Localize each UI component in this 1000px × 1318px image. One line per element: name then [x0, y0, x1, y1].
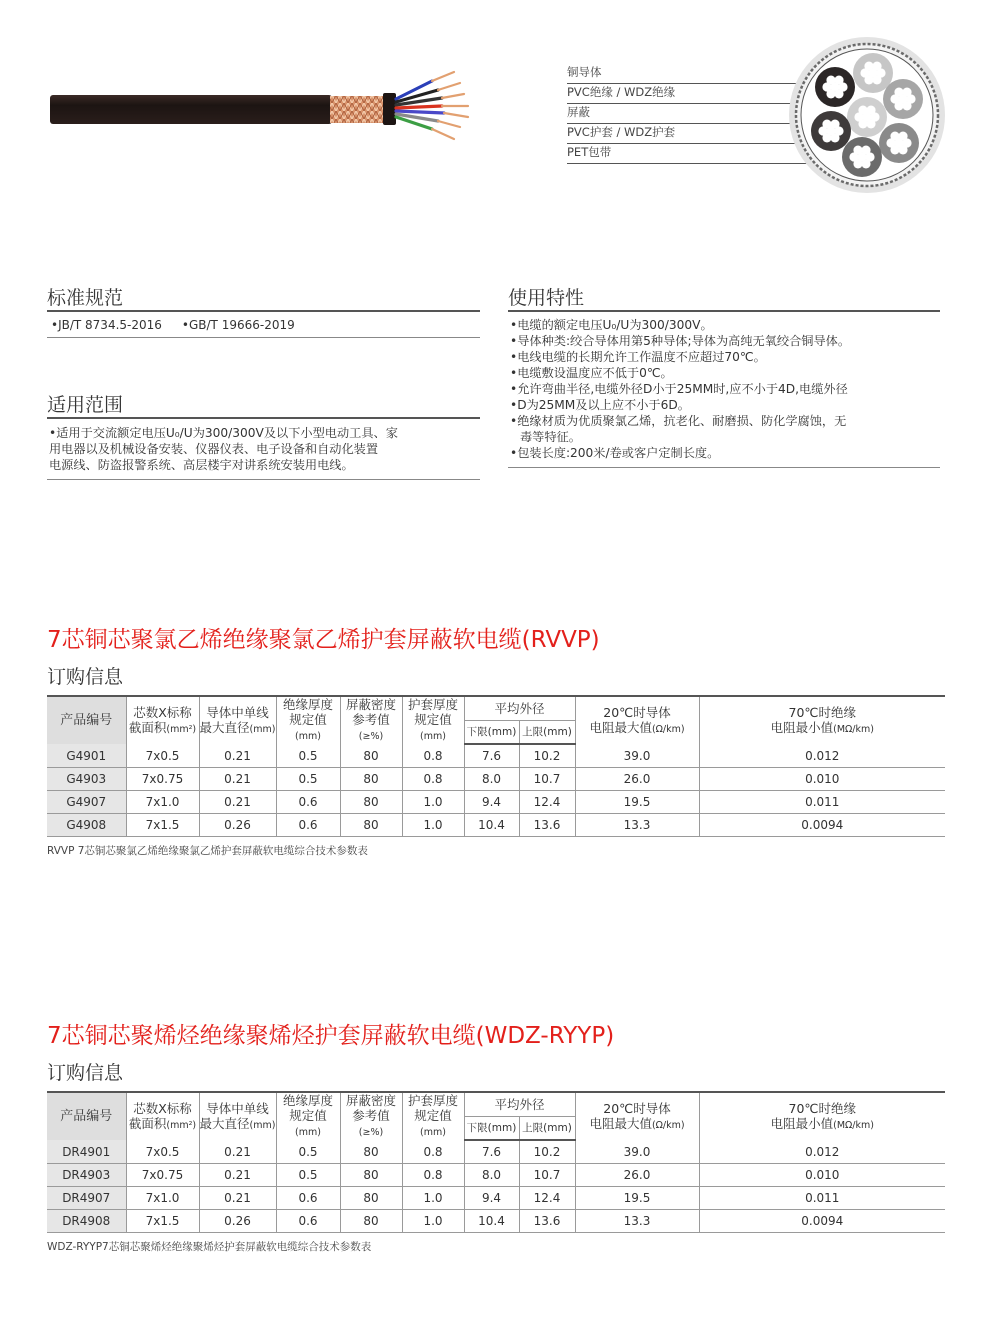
cell-resistance-20c: 13.3 — [575, 814, 699, 837]
cell-cores: 7x0.5 — [126, 1140, 199, 1164]
cell-od-upper: 10.2 — [519, 1140, 575, 1164]
table-caption: WDZ-RYYP7芯铜芯聚烯烃绝缘聚烯烃护套屏蔽软电缆综合技术参数表 — [47, 1241, 372, 1253]
product-block — [47, 1017, 945, 1254]
header-od-lower: 下限(mm) — [464, 721, 519, 744]
header-wire-diameter: 导体中单线 最大直径(mm) — [199, 696, 276, 744]
cell-sheath: 1.0 — [402, 1210, 464, 1233]
cell-insulation-70c: 0.012 — [699, 744, 945, 768]
divider — [47, 479, 480, 480]
cell-resistance-20c: 26.0 — [575, 768, 699, 791]
feature-line: •电缆敷设温度应不低于0℃。 — [510, 366, 673, 380]
cell-od-upper: 10.7 — [519, 768, 575, 791]
cell-code: G4903 — [47, 768, 126, 791]
cell-resistance-20c: 19.5 — [575, 1187, 699, 1210]
cell-resistance-20c: 19.5 — [575, 791, 699, 814]
feature-line: •电缆的额定电压U₀/U为300/300V。 — [510, 318, 713, 332]
cell-insulation-70c: 0.010 — [699, 1164, 945, 1187]
product-title: 7芯铜芯聚烯烃绝缘聚烯烃护套屏蔽软电缆(WDZ-RYYP) — [47, 1023, 615, 1049]
cross-section-legend — [567, 64, 807, 164]
layer-label-shield: 屏蔽 — [567, 104, 807, 124]
cell-insulation: 0.6 — [276, 791, 340, 814]
cell-od-upper: 12.4 — [519, 791, 575, 814]
header-od-lower: 下限(mm) — [464, 1117, 519, 1140]
copper-strand — [898, 131, 907, 140]
scope-section — [47, 390, 480, 480]
order-info-heading: 订购信息 — [47, 1062, 124, 1084]
header-od-upper: 上限(mm) — [519, 721, 575, 744]
cell-od-lower: 10.4 — [464, 1210, 519, 1233]
cell-code: DR4908 — [47, 1210, 126, 1233]
divider — [47, 337, 480, 338]
copper-strand — [864, 61, 873, 70]
copper-strand — [861, 145, 870, 154]
order-info-heading: 订购信息 — [47, 666, 124, 688]
table-row — [47, 1187, 945, 1210]
cell-shield-density: 80 — [340, 814, 402, 837]
cell-shield-density: 80 — [340, 744, 402, 768]
layer-label-sheath: PVC护套 / WDZ护套 — [567, 124, 807, 144]
cell-insulation: 0.5 — [276, 1164, 340, 1187]
cell-code: DR4903 — [47, 1164, 126, 1187]
copper-strand — [894, 87, 903, 96]
cell-shield-density: 80 — [340, 1210, 402, 1233]
cell-code: DR4907 — [47, 1187, 126, 1210]
cell-insulation: 0.6 — [276, 814, 340, 837]
cell-resistance-20c: 26.0 — [575, 1164, 699, 1187]
feature-line: •电线电缆的长期允许工作温度不应超过70℃。 — [510, 350, 766, 364]
cell-wire-diameter: 0.21 — [199, 768, 276, 791]
header-outer-diameter: 平均外径 — [464, 1092, 575, 1117]
cell-code: G4907 — [47, 791, 126, 814]
cell-sheath: 1.0 — [402, 791, 464, 814]
cell-od-upper: 10.7 — [519, 1164, 575, 1187]
cable-product-image — [40, 55, 480, 165]
header-od-upper: 上限(mm) — [519, 1117, 575, 1140]
cell-od-lower: 10.4 — [464, 814, 519, 837]
header-sheath: 护套厚度 规定值(mm) — [402, 1092, 464, 1140]
product-block — [47, 621, 945, 858]
header-code: 产品编号 — [47, 1092, 126, 1140]
table-row — [47, 791, 945, 814]
copper-strand — [872, 61, 881, 70]
copper-strand — [898, 145, 907, 154]
cell-wire-diameter: 0.21 — [199, 1140, 276, 1164]
copper-strand — [826, 75, 835, 84]
cell-code: DR4901 — [47, 1140, 126, 1164]
header-shield-density: 屏蔽密度 参考值(≥%) — [340, 696, 402, 744]
copper-strand — [861, 159, 870, 168]
cell-resistance-20c: 39.0 — [575, 744, 699, 768]
header-wire-diameter: 导体中单线 最大直径(mm) — [199, 1092, 276, 1140]
cell-sheath: 0.8 — [402, 744, 464, 768]
product-title: 7芯铜芯聚氯乙烯绝缘聚氯乙烯护套屏蔽软电缆(RVVP) — [47, 627, 600, 653]
header-resistance-20c: 20℃时导体 电阻最大值(Ω/km) — [575, 696, 699, 744]
standard-item: •GB/T 19666-2019 — [181, 318, 295, 332]
header-insulation-70c: 70℃时绝缘 电阻最小值(MΩ/km) — [699, 696, 945, 744]
standards-section — [47, 283, 480, 338]
cell-cores: 7x1.0 — [126, 791, 199, 814]
cell-insulation: 0.6 — [276, 1187, 340, 1210]
layer-label-conductor: 铜导体 — [567, 64, 807, 84]
cell-od-upper: 13.6 — [519, 1210, 575, 1233]
cell-code: G4901 — [47, 744, 126, 768]
cell-sheath: 0.8 — [402, 768, 464, 791]
spec-table — [47, 695, 945, 837]
standard-item: •JB/T 8734.5-2016 — [51, 318, 162, 332]
scope-line: •适用于交流额定电压U₀/U为300/300V及以下小型电动工具、家 — [49, 426, 398, 440]
cell-insulation: 0.6 — [276, 1210, 340, 1233]
header-resistance-20c: 20℃时导体 电阻最大值(Ω/km) — [575, 1092, 699, 1140]
cable-cross-section-diagram — [787, 35, 947, 195]
cell-od-lower: 8.0 — [464, 1164, 519, 1187]
cell-cores: 7x1.5 — [126, 814, 199, 837]
header-cores: 芯数X标称 截面积(mm²) — [126, 1092, 199, 1140]
header-code: 产品编号 — [47, 696, 126, 744]
header-cores: 芯数X标称 截面积(mm²) — [126, 696, 199, 744]
cell-wire-diameter: 0.21 — [199, 1164, 276, 1187]
table-row — [47, 814, 945, 837]
cell-od-lower: 7.6 — [464, 744, 519, 768]
header-insulation: 绝缘厚度 规定值(mm) — [276, 1092, 340, 1140]
cell-sheath: 1.0 — [402, 814, 464, 837]
cell-shield-density: 80 — [340, 768, 402, 791]
cell-insulation-70c: 0.0094 — [699, 814, 945, 837]
layer-label-pet-tape: PET包带 — [567, 144, 807, 164]
cell-sheath: 0.8 — [402, 1164, 464, 1187]
copper-strand — [858, 105, 867, 114]
copper-strand — [866, 105, 875, 114]
feature-line: •D为25MM及以上应不小于6D。 — [510, 398, 690, 412]
copper-strand — [890, 131, 899, 140]
header-insulation-70c: 70℃时绝缘 电阻最小值(MΩ/km) — [699, 1092, 945, 1140]
cell-code: G4908 — [47, 814, 126, 837]
feature-line: 毒等特征。 — [520, 430, 581, 444]
copper-strand — [902, 101, 911, 110]
cell-od-lower: 8.0 — [464, 768, 519, 791]
scope-line: 电源线、防盗报警系统、高层楼宇对讲系统安装用电线。 — [49, 458, 354, 472]
cell-cores: 7x0.5 — [126, 744, 199, 768]
cell-od-lower: 9.4 — [464, 1187, 519, 1210]
cell-od-upper: 10.2 — [519, 744, 575, 768]
copper-strand — [822, 119, 831, 128]
cell-od-upper: 12.4 — [519, 1187, 575, 1210]
header-insulation: 绝缘厚度 规定值(mm) — [276, 696, 340, 744]
copper-strand — [872, 75, 881, 84]
cell-insulation: 0.5 — [276, 1140, 340, 1164]
table-row — [47, 768, 945, 791]
copper-strand — [830, 133, 839, 142]
table-row — [47, 1140, 945, 1164]
cell-insulation: 0.5 — [276, 744, 340, 768]
cell-shield-density: 80 — [340, 791, 402, 814]
header-sheath: 护套厚度 规定值(mm) — [402, 696, 464, 744]
cell-od-upper: 13.6 — [519, 814, 575, 837]
table-row — [47, 1210, 945, 1233]
copper-strand — [834, 89, 843, 98]
header-outer-diameter: 平均外径 — [464, 696, 575, 721]
cell-sheath: 1.0 — [402, 1187, 464, 1210]
copper-strand — [853, 145, 862, 154]
cell-resistance-20c: 39.0 — [575, 1140, 699, 1164]
table-caption: RVVP 7芯铜芯聚氯乙烯绝缘聚氯乙烯护套屏蔽软电缆综合技术参数表 — [47, 845, 368, 857]
cell-insulation: 0.5 — [276, 768, 340, 791]
copper-strand — [902, 87, 911, 96]
copper-strand — [866, 119, 875, 128]
cell-insulation-70c: 0.0094 — [699, 1210, 945, 1233]
cell-wire-diameter: 0.26 — [199, 1210, 276, 1233]
table-row — [47, 1164, 945, 1187]
cell-wire-diameter: 0.26 — [199, 814, 276, 837]
standards-title: 标准规范 — [47, 287, 124, 309]
features-section — [508, 283, 940, 468]
scope-title: 适用范围 — [47, 394, 124, 416]
cell-shield-density: 80 — [340, 1187, 402, 1210]
cell-od-lower: 9.4 — [464, 791, 519, 814]
cell-insulation-70c: 0.012 — [699, 1140, 945, 1164]
spec-table — [47, 1091, 945, 1233]
feature-line: •允许弯曲半径,电缆外径D小于25MM时,应不小于4D,电缆外径 — [510, 382, 848, 396]
header-shield-density: 屏蔽密度 参考值(≥%) — [340, 1092, 402, 1140]
cell-resistance-20c: 13.3 — [575, 1210, 699, 1233]
feature-line: •导体种类:绞合导体用第5种导体;导体为高纯无氧绞合铜导体。 — [510, 334, 851, 348]
cell-od-lower: 7.6 — [464, 1140, 519, 1164]
cell-wire-diameter: 0.21 — [199, 1187, 276, 1210]
cell-cores: 7x1.0 — [126, 1187, 199, 1210]
feature-line: •绝缘材质为优质聚氯乙烯，抗老化、耐磨损、防化学腐蚀，无 — [510, 414, 847, 428]
divider — [508, 467, 940, 468]
cell-insulation-70c: 0.010 — [699, 768, 945, 791]
layer-label-insulation: PVC绝缘 / WDZ绝缘 — [567, 84, 807, 104]
copper-strand — [834, 75, 843, 84]
cell-cores: 7x0.75 — [126, 1164, 199, 1187]
cell-cores: 7x0.75 — [126, 768, 199, 791]
table-row — [47, 744, 945, 768]
cell-insulation-70c: 0.011 — [699, 1187, 945, 1210]
cell-sheath: 0.8 — [402, 1140, 464, 1164]
copper-strand — [830, 119, 839, 128]
cell-shield-density: 80 — [340, 1164, 402, 1187]
cell-shield-density: 80 — [340, 1140, 402, 1164]
cell-insulation-70c: 0.011 — [699, 791, 945, 814]
cell-wire-diameter: 0.21 — [199, 791, 276, 814]
features-title: 使用特性 — [508, 287, 585, 309]
feature-line: •包装长度:200米/卷或客户定制长度。 — [510, 446, 720, 460]
scope-line: 用电器以及机械设备安装、仪器仪表、电子设备和自动化装置 — [49, 442, 379, 456]
cell-wire-diameter: 0.21 — [199, 744, 276, 768]
cell-cores: 7x1.5 — [126, 1210, 199, 1233]
